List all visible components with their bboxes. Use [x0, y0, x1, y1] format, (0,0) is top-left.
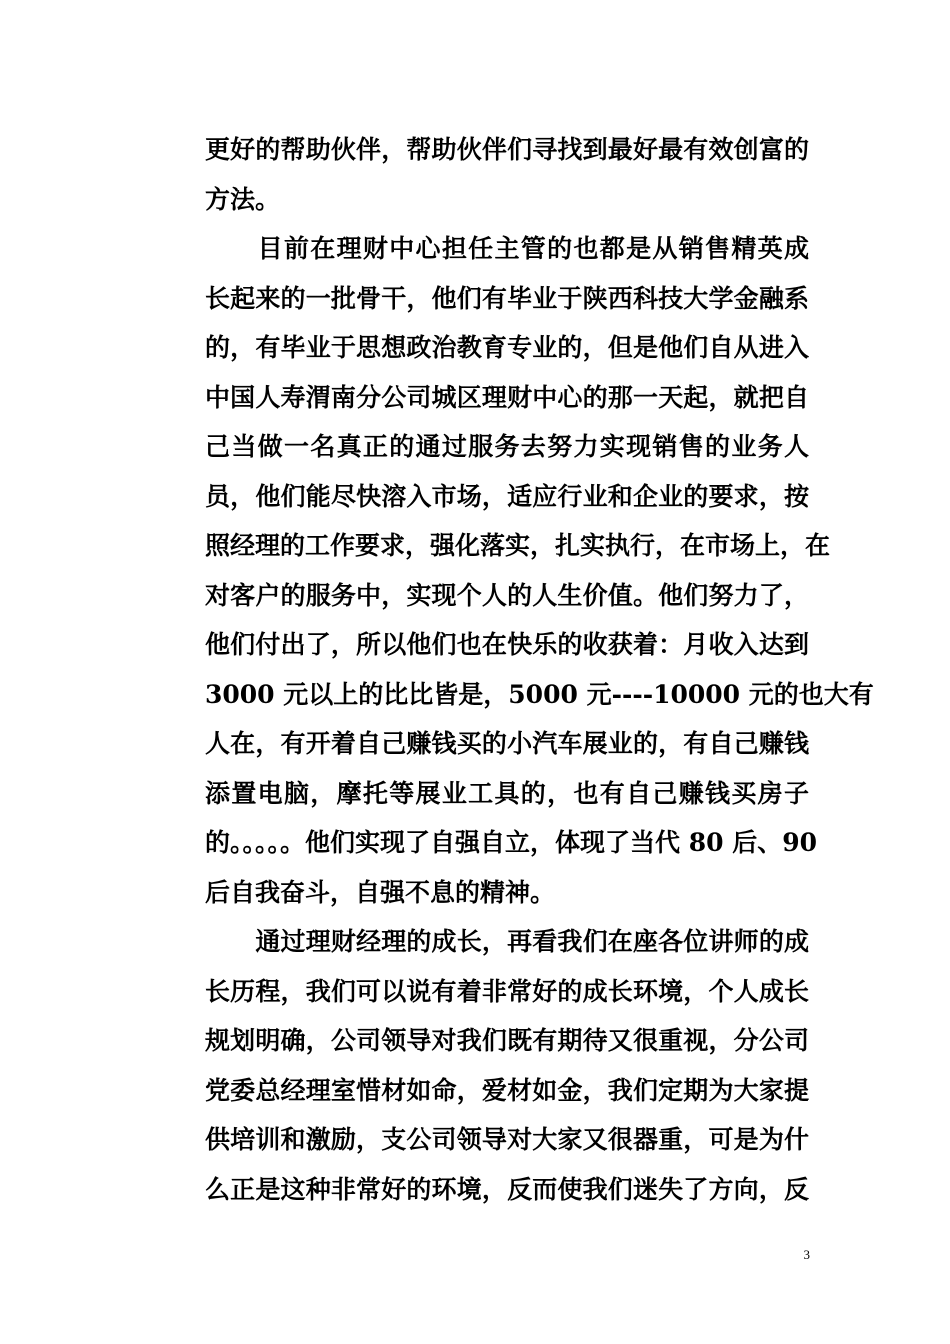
text-line: 的，有毕业于思想政治教育专业的，但是他们自从进入	[205, 333, 809, 362]
text-line: 的。。。。。他们实现了自强自立，体现了当代 80 后、90	[205, 828, 817, 857]
text-line: 长历程，我们可以说有着非常好的成长环境，个人成长	[205, 976, 809, 1006]
text-line: 长起来的一批骨干，他们有毕业于陕西科技大学金融系	[205, 283, 809, 313]
page-number: 3	[803, 1247, 810, 1262]
text-line: 通过理财经理的成长，再看我们在座各位讲师的成	[205, 927, 809, 956]
text-line: 人在，有开着自己赚钱买的小汽车展业的，有自己赚钱	[205, 729, 809, 758]
text-line: 照经理的工作要求，强化落实，扎实执行，在市场上，在	[205, 531, 831, 560]
text-line: 目前在理财中心担任主管的也都是从销售精英成	[205, 234, 809, 263]
text-line: 方法。	[205, 184, 281, 214]
text-line: 员，他们能尽快溶入市场，适应行业和企业的要求，按	[205, 481, 809, 511]
body-text	[205, 125, 874, 1214]
text-line: 更好的帮助伙伴，帮助伙伴们寻找到最好最有效创富的	[205, 135, 809, 164]
text-line: 规划明确，公司领导对我们既有期待又很重视，分公司	[205, 1026, 809, 1055]
text-line: 对客户的服务中，实现个人的人生价值。他们努力了，	[205, 580, 809, 610]
text-line: 他们付出了，所以他们也在快乐的收获着：月收入达到	[205, 630, 809, 659]
text-line: 么正是这种非常好的环境，反而使我们迷失了方向，反	[205, 1174, 809, 1204]
text-line: 党委总经理室惜材如命，爱材如金，我们定期为大家提	[205, 1075, 809, 1105]
text-line: 己当做一名真正的通过服务去努力实现销售的业务人	[205, 432, 809, 461]
text-line: 中国人寿渭南分公司城区理财中心的那一天起，就把自	[205, 382, 809, 412]
text-line: 添置电脑，摩托等展业工具的，也有自己赚钱买房子	[205, 778, 809, 808]
text-line: 后自我奋斗，自强不息的精神。	[205, 877, 556, 907]
text-line: 3000 元以上的比比皆是，5000 元----10000 元的也大有	[205, 679, 874, 709]
text-line: 供培训和激励，支公司领导对大家又很器重，可是为什	[205, 1125, 809, 1154]
